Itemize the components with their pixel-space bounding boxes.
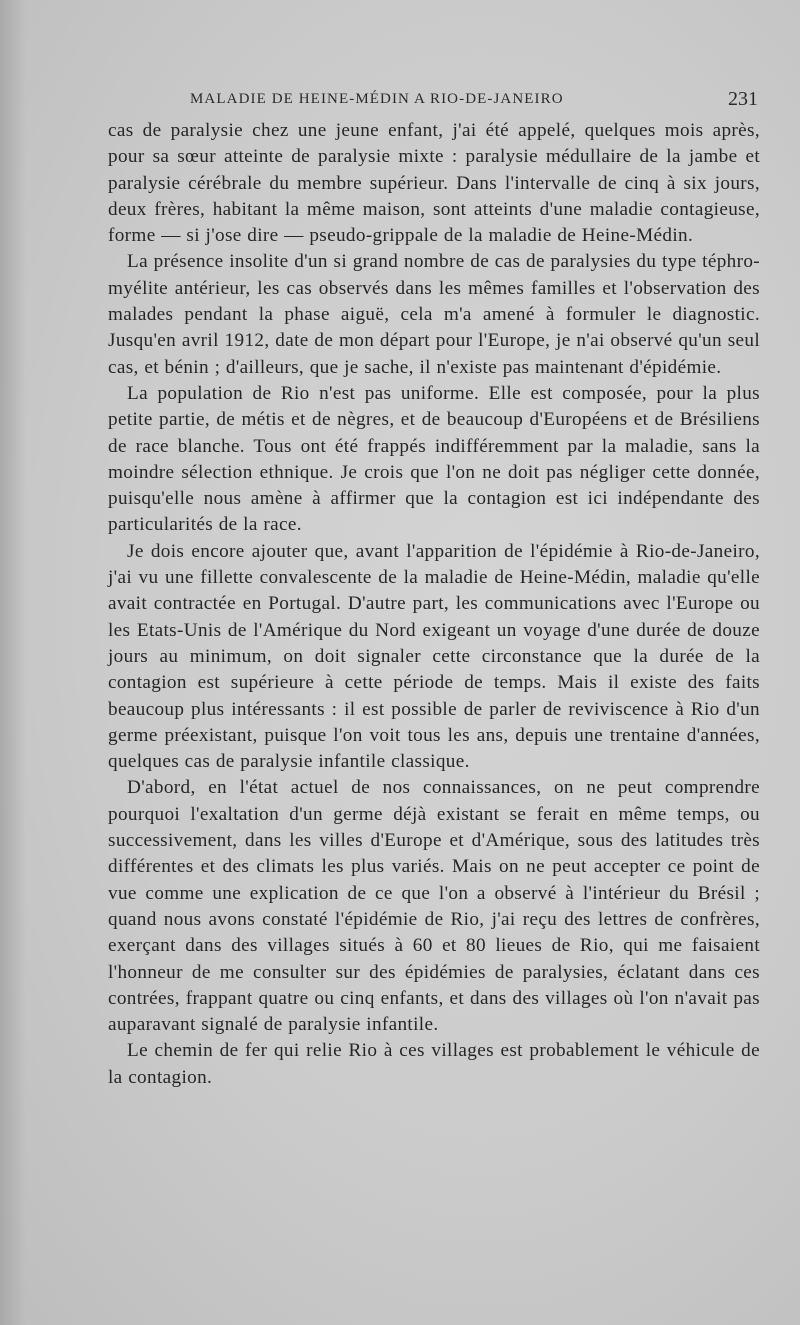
paragraph: cas de paralysie chez une jeune enfant, j'ai été appelé, quelques mois après, pour sa sœur atteinte de paralysie mixte : paralysie médullaire de la jambe et paralysie cérébrale du membre supérieur. Dans l'intervalle de cinq à six jours, deux frères, habitant la même maison, sont atteints d'une maladie contagieuse, forme — si j'ose dire — pseudo-grippale de la maladie de Heine-Médin.: [108, 120, 760, 247]
page-header: [108, 88, 764, 114]
paragraph: D'abord, en l'état actuel de nos connaissances, on ne peut comprendre pourquoi l'exaltation d'un germe déjà existant se ferait en même temps, ou successivement, dans les villes d'Europe et d'Amérique, sous des latitudes très différentes et des climats les plus variés. Mais on ne peut accepter ce point de vue comme une explication de ce que l'on a observé à l'intérieur du Brésil ; quand nous avons constaté l'épidémie de Rio, j'ai reçu des lettres de confrères, exerçant dans des villages situés à 60 et 80 lieues de Rio, qui me faisaient l'honneur de me consulter sur des épidémies de paralysies, éclatant dans ces contrées, frappant quatre ou cinq enfants, et dans des villages où l'on n'avait pas auparavant signalé de paralysie infantile.: [108, 777, 760, 1036]
page-binding-shadow: [0, 0, 26, 1325]
paragraph: Je dois encore ajouter que, avant l'apparition de l'épidémie à Rio-de-Janeiro, j'ai vu une fillette convalescente de la maladie de Heine-Médin, maladie qu'elle avait contractée en Portugal. D'autre part, les communications avec l'Europe ou les Etats-Unis de l'Amérique du Nord exigeant un voyage d'une durée de douze jours au minimum, on doit signaler cette circonstance que la durée de la contagion est supérieure à cette période de temps. Mais il existe des faits beaucoup plus intéressants : il est possible de parler de reviviscence à Rio d'un germe préexistant, puisque l'on voit tous les ans, depuis une trentaine d'années, quelques cas de paralysie infantile classique.: [108, 540, 760, 773]
body-text: [108, 118, 760, 1091]
running-title: MALADIE DE HEINE-MÉDIN A RIO-DE-JANEIRO: [190, 91, 564, 107]
page-number: 231: [728, 88, 758, 110]
paragraph: La population de Rio n'est pas uniforme. Elle est composée, pour la plus petite partie, de métis et de nègres, et de beaucoup d'Européens et de Brésiliens de race blanche. Tous ont été frappés indifféremment par la maladie, sans la moindre sélection ethnique. Je crois que l'on ne doit pas négliger cette donnée, puisqu'elle nous amène à affirmer que la contagion est ici indépendante des particularités de la race.: [108, 382, 760, 536]
paragraph: Le chemin de fer qui relie Rio à ces villages est probablement le véhicule de la contagion.: [108, 1040, 760, 1088]
paragraph: La présence insolite d'un si grand nombre de cas de paralysies du type téphro-myélite antérieur, les cas observés dans les mêmes familles et l'observation des malades pendant la phase aiguë, cela m'a amené à formuler le diagnostic. Jusqu'en avril 1912, date de mon départ pour l'Europe, je n'ai observé qu'un seul cas, et bénin ; d'ailleurs, que je sache, il n'existe pas maintenant d'épidémie.: [108, 251, 760, 378]
